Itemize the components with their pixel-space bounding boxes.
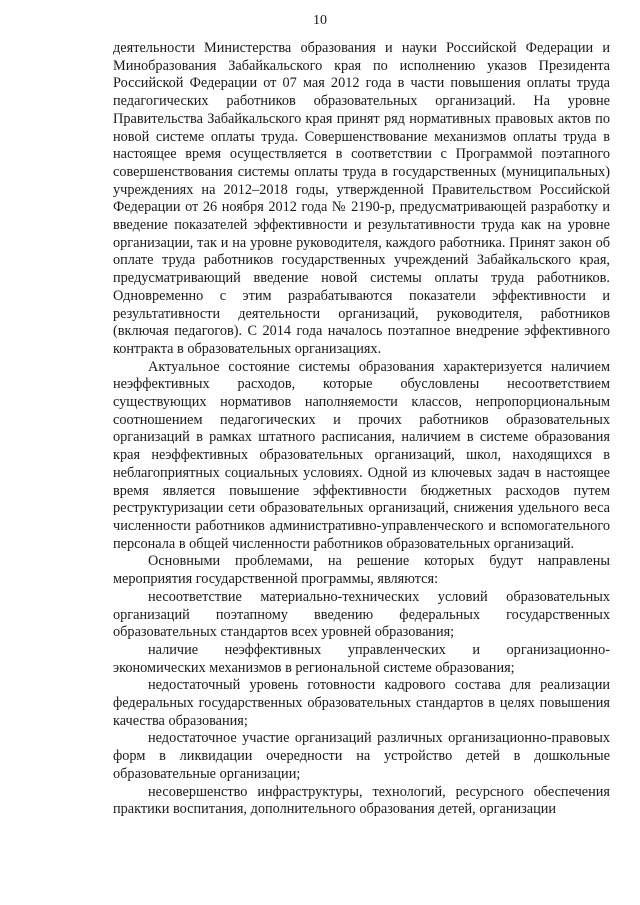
list-item-preschool-queue: недостаточное участие организаций различных организационно-правовых форм в ликвидации очередности на устройство детей в дошкольные образовательные организации; bbox=[113, 730, 610, 782]
list-item-ineffective-mechanisms: наличие неэффективных управленческих и организационно-экономических механизмов в региональной системе образования; bbox=[113, 641, 610, 676]
list-item-staff-readiness: недостаточный уровень готовности кадрового состава для реализации федеральных государственных образовательных стандартов в целях повышения качества образования; bbox=[113, 677, 610, 729]
list-item-material-conditions: несоответствие материально-технических условий образовательных организаций поэтапному введению федеральных государственных образовательных стандартов всех уровней образования; bbox=[113, 588, 610, 641]
document-body bbox=[113, 40, 610, 819]
paragraph-problems-intro: Основными проблемами, на решение которых будут направлены мероприятия государственной программы, являются: bbox=[113, 553, 610, 588]
paragraph-wage-reform: деятельности Министерства образования и науки Российской Федерации и Минобразования Забайкальского края по исполнению указов Президента Российской Федерации от 07 мая 2012 года в части повышения оплаты труда педагогических работников образовательных организаций. На уровне Правительства Забайкальского края принят ряд нормативных правовых актов по новой системе оплаты труда. Совершенствование механизмов оплаты труда в настоящее время осуществляется в соответствии с Программой поэтапного совершенствования системы оплаты труда в государственных (муниципальных) учреждениях на 2012–2018 годы, утвержденной Правительством Российской Федерации от 26 ноября 2012 года № 2190-р, предусматривающей разработку и введение показателей эффективности и результативности труда как на уровне организации, так и на уровне руководителя, каждого работника. Принят закон об оплате труда работников государственных учреждений Забайкальского края, предусматривающий введение новой системы оплаты труда работников. Одновременно с этим разрабатываются показатели эффективности и результативности деятельности организаций, руководителя, работников (включая педагогов). С 2014 года началось поэтапное внедрение эффективного контракта в образовательных организациях. bbox=[113, 40, 610, 357]
paragraph-education-state: Актуальное состояние системы образования характеризуется наличием неэффективных расходов, которые обусловлены несоответствием существующих нормативов наполняемости классов, непропорциональным соотношением педагогических и прочих работников образовательных организаций в рамках штатного расписания, наличием в системе образования края неэффективных образовательных организаций, школ, находящихся в неблагоприятных социальных условиях. Одной из ключевых задач в настоящее время является повышение эффективности бюджетных расходов путем реструктуризации сети образовательных организаций, снижения удельного веса численности работников административно-управленческого и вспомогательного персонала в общей численности работников образовательных организаций. bbox=[113, 358, 610, 552]
page-number: 10 bbox=[313, 13, 327, 28]
list-item-infrastructure: несовершенство инфраструктуры, технологий, ресурсного обеспечения практики воспитания, дополнительного образования детей, организации bbox=[113, 783, 610, 818]
